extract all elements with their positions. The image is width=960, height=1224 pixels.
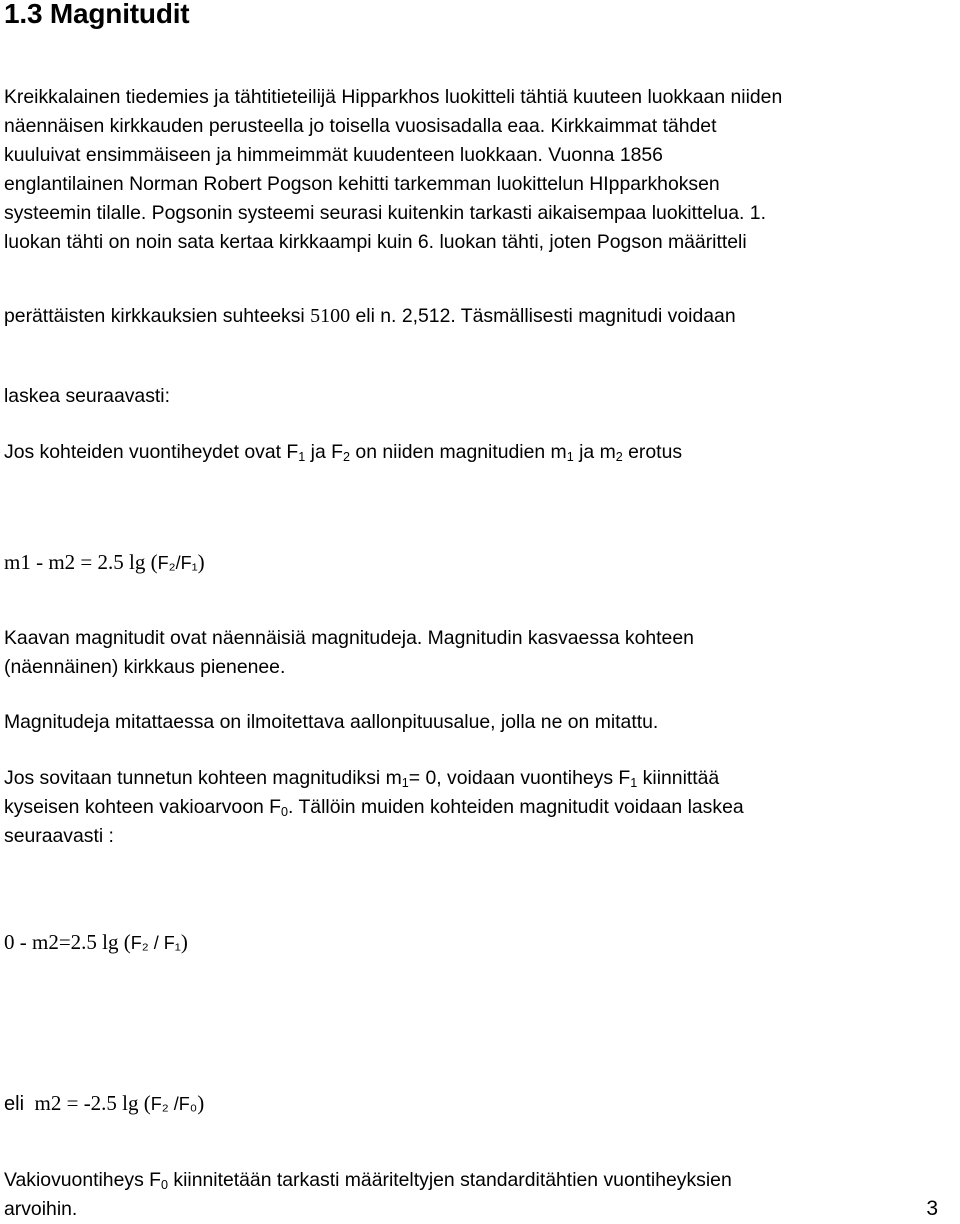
definition-text: ja F — [305, 441, 344, 463]
subscript: 1 — [298, 450, 306, 465]
section-heading: 1.3 Magnitudit — [4, 0, 190, 29]
magnitude-difference-formula — [4, 547, 205, 578]
laskea-line: laskea seuraavasti: — [4, 385, 170, 407]
paragraph-line: (näennäinen) kirkkaus pienenee. — [4, 656, 286, 678]
flux-ratio: F₂ /F₀ — [150, 1094, 198, 1114]
paragraph-line — [4, 1166, 956, 1195]
subscript: 2 — [615, 450, 623, 465]
wavelength-line: Magnitudeja mitattaessa on ilmoitettava aallonpituusalue, jolla ne on mitattu. — [4, 711, 659, 733]
subscript: 0 — [161, 1178, 169, 1193]
paragraph-line — [4, 764, 956, 793]
formula-text: ) — [197, 1091, 205, 1115]
reference-paragraph — [4, 764, 956, 851]
reference-text: kiinnittää — [637, 767, 720, 789]
intro-line: luokan tähti on noin sata kertaa kirkkaampi kuin 6. luokan tähti, joten Pogson määritteli — [4, 231, 747, 253]
intro-line: englantilainen Norman Robert Pogson kehitti tarkemman luokittelun HIpparkhoksen — [4, 173, 720, 195]
formula-text: ) — [180, 930, 188, 954]
absolute-reference-formula — [4, 1088, 204, 1119]
relative-magnitude-formula — [4, 927, 188, 958]
formula-prefix: eli — [4, 1093, 25, 1115]
ratio-text-before: perättäisten kirkkauksien suhteeksi — [4, 305, 311, 327]
intro-line: Kreikkalainen tiedemies ja tähtitieteilijä Hipparkhos luokitteli tähtiä kuuteen luokkaan niiden — [4, 86, 783, 108]
paragraph-line: arvoihin. — [4, 1198, 78, 1220]
closing-paragraph — [4, 1166, 956, 1224]
definition-text: Jos kohteiden vuontiheydet ovat F — [4, 441, 299, 463]
paragraph-line — [4, 793, 956, 822]
paragraph-line: seuraavasti : — [4, 825, 114, 847]
subscript: 1 — [566, 450, 574, 465]
apparent-magnitude-paragraph — [4, 624, 956, 682]
definition-text: erotus — [622, 441, 683, 463]
ratio-line — [4, 302, 956, 331]
subscript: 1 — [630, 776, 638, 791]
closing-text: kiinnitetään tarkasti määriteltyjen standarditähtien vuontiheyksien — [168, 1169, 732, 1191]
reference-text: . Tällöin muiden kohteiden magnitudit voidaan laskea — [288, 796, 744, 818]
definition-text: on niiden magnitudien m — [350, 441, 567, 463]
intro-line: kuuluivat ensimmäiseen ja himmeimmät kuudenteen luokkaan. Vuonna 1856 — [4, 144, 663, 166]
flux-ratio: F₂/F₁ — [157, 553, 198, 573]
definition-text: ja m — [573, 441, 616, 463]
intro-line: systeemin tilalle. Pogsonin systeemi seurasi kuitenkin tarkasti aikaisempaa luokittelua. 1. — [4, 202, 766, 224]
reference-text: = 0, voidaan vuontiheys F — [408, 767, 631, 789]
formula-text: ) — [197, 550, 205, 574]
paragraph-line: Kaavan magnitudit ovat näennäisiä magnitudeja. Magnitudin kasvaessa kohteen — [4, 627, 694, 649]
intro-line: näennäisen kirkkauden perusteella jo toisella vuosisadalla eaa. Kirkkaimmat tähdet — [4, 115, 717, 137]
formula-text: m1 - m2 = 2.5 lg ( — [4, 550, 158, 574]
definition-line — [4, 438, 956, 467]
page-number: 3 — [926, 1197, 938, 1220]
intro-paragraph — [4, 83, 956, 257]
subscript: 0 — [281, 805, 289, 820]
subscript: 2 — [343, 450, 351, 465]
ratio-text-after: eli n. 2,512. Täsmällisesti magnitudi voidaan — [350, 305, 736, 327]
subscript: 1 — [401, 776, 409, 791]
formula-text: 0 - m2=2.5 lg ( — [4, 930, 131, 954]
flux-ratio: F₂ / F₁ — [130, 933, 181, 953]
ratio-math: 5100 — [310, 305, 351, 327]
formula-text: m2 = -2.5 lg ( — [34, 1091, 151, 1115]
reference-text: Jos sovitaan tunnetun kohteen magnitudiksi m — [4, 767, 402, 789]
reference-text: kyseisen kohteen vakioarvoon F — [4, 796, 282, 818]
closing-text: Vakiovuontiheys F — [4, 1169, 161, 1191]
